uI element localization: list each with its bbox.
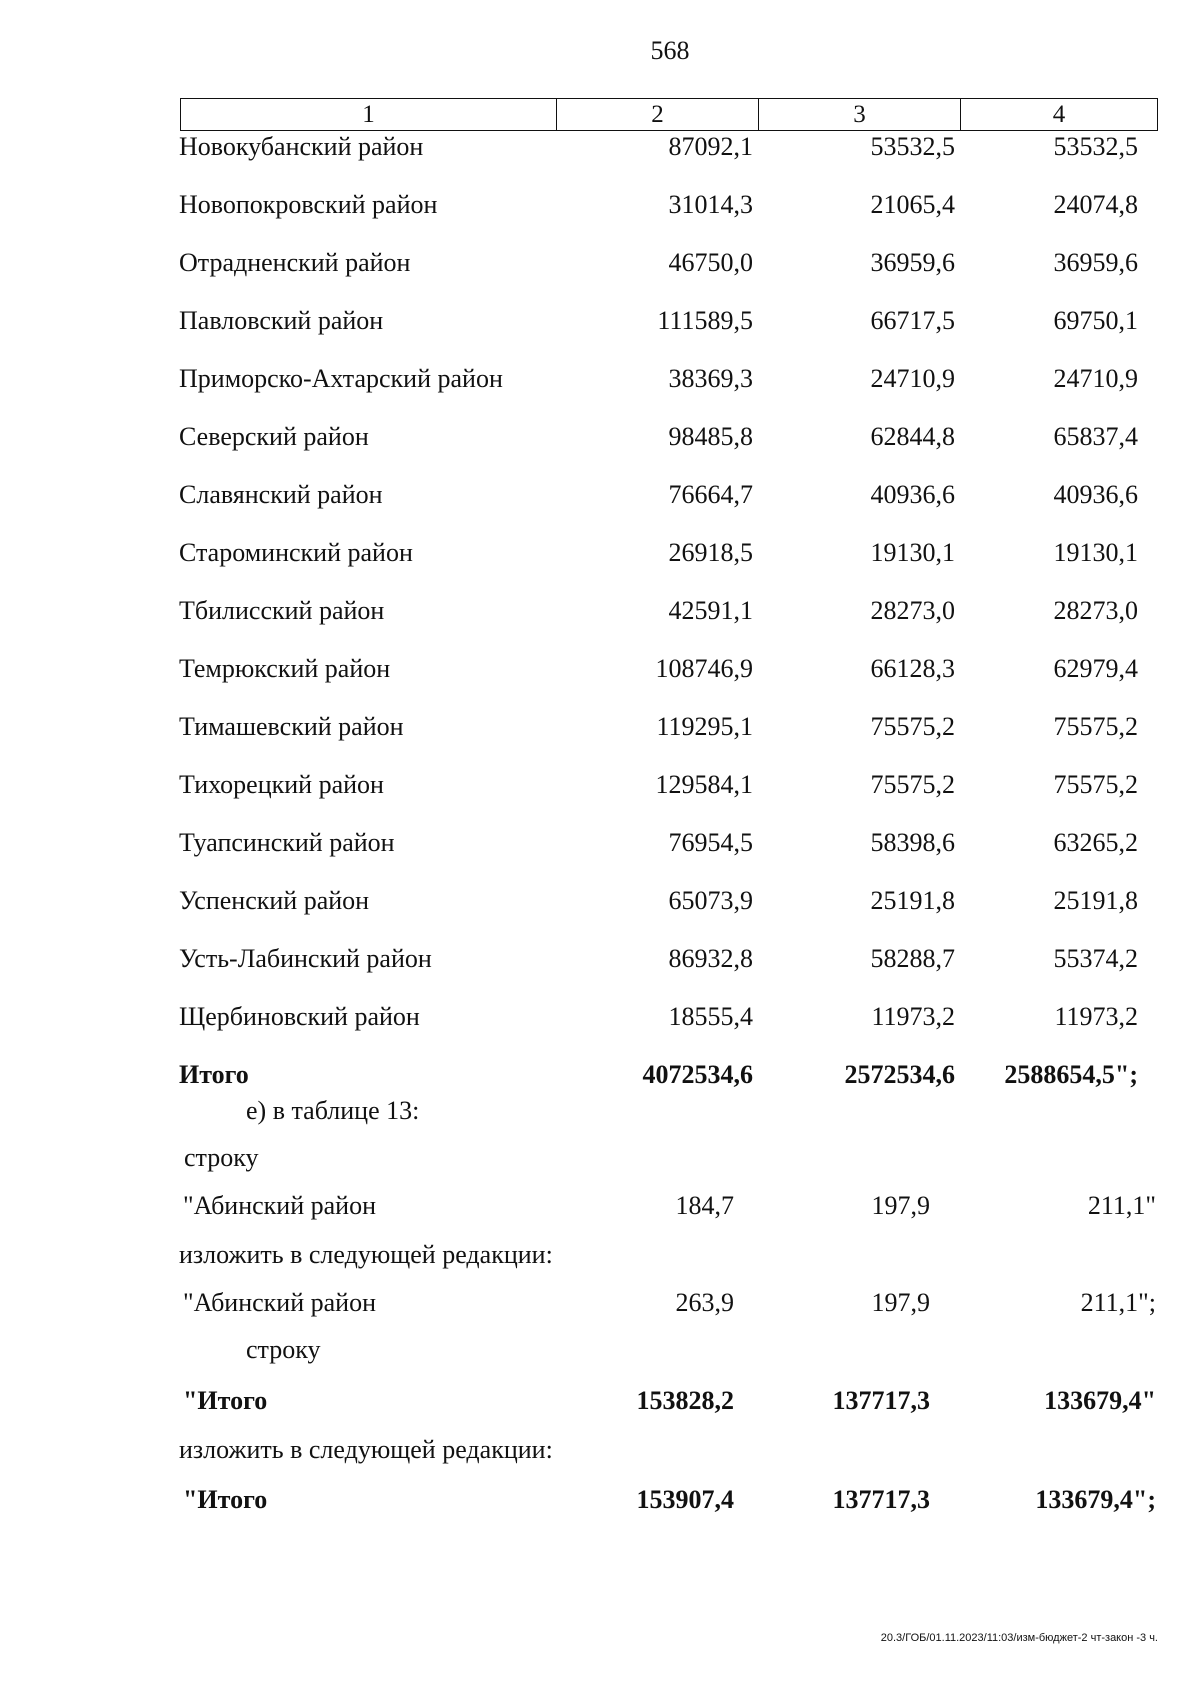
total-col-3: 2572534,6 [844, 1060, 955, 1089]
table-row [0, 306, 1200, 342]
header-col-3: 3 [759, 99, 961, 131]
value-col-3: 28273,0 [870, 596, 955, 625]
value-col-2: 108746,9 [655, 654, 753, 683]
total-row [0, 1060, 1200, 1096]
value-col-4: 40936,6 [1053, 480, 1138, 509]
value-col-4: 24074,8 [1053, 190, 1138, 219]
value-col-2: 98485,8 [668, 422, 753, 451]
value-col-4: 65837,4 [1053, 422, 1138, 451]
table-row [0, 538, 1200, 574]
amendment-text-stroku: строку [246, 1335, 321, 1364]
old-total-col-2: 153828,2 [636, 1386, 734, 1415]
value-col-2: 129584,1 [655, 770, 753, 799]
new-total-col-3: 137717,3 [832, 1485, 930, 1514]
amendment-old-total [0, 1386, 1200, 1422]
table-row [0, 770, 1200, 806]
amendment-text-stroku: строку [184, 1143, 259, 1172]
table-row [0, 132, 1200, 168]
old-row-name: "Абинский район [183, 1191, 376, 1220]
value-col-3: 11973,2 [871, 1002, 955, 1031]
old-row-col-3: 197,9 [871, 1191, 930, 1220]
district-name: Тихорецкий район [179, 770, 384, 799]
value-col-2: 76954,5 [668, 828, 753, 857]
district-name: Павловский район [179, 306, 384, 335]
district-name: Славянский район [179, 480, 383, 509]
table-row [0, 1002, 1200, 1038]
table-row [0, 654, 1200, 690]
old-total-label: "Итого [183, 1386, 268, 1415]
district-name: Новокубанский район [179, 132, 424, 161]
new-row-col-4: 211,1"; [1080, 1288, 1156, 1317]
new-row-col-2: 263,9 [675, 1288, 734, 1317]
table-row [0, 364, 1200, 400]
table-row [0, 190, 1200, 226]
value-col-3: 66128,3 [870, 654, 955, 683]
value-col-3: 58398,6 [870, 828, 955, 857]
table-header [180, 98, 1158, 131]
value-col-3: 21065,4 [870, 190, 955, 219]
value-col-3: 25191,8 [870, 886, 955, 915]
table-row [0, 248, 1200, 284]
value-col-3: 40936,6 [870, 480, 955, 509]
amendment-new-row [0, 1288, 1200, 1324]
table-row [0, 596, 1200, 632]
page-number: 568 [650, 36, 690, 65]
new-total-col-2: 153907,4 [636, 1485, 734, 1514]
district-name: Северский район [179, 422, 369, 451]
value-col-2: 31014,3 [668, 190, 753, 219]
value-col-4: 75575,2 [1053, 770, 1138, 799]
district-name: Темрюкский район [179, 654, 391, 683]
district-name: Тимашевский район [179, 712, 404, 741]
value-col-3: 75575,2 [870, 712, 955, 741]
total-col-4: 2588654,5"; [1004, 1060, 1138, 1089]
table-row [0, 944, 1200, 980]
value-col-4: 25191,8 [1053, 886, 1138, 915]
new-row-name: "Абинский район [183, 1288, 376, 1317]
value-col-4: 55374,2 [1053, 944, 1138, 973]
district-name: Щербиновский район [179, 1002, 420, 1031]
value-col-3: 53532,5 [870, 132, 955, 161]
value-col-4: 36959,6 [1053, 248, 1138, 277]
table-row [0, 422, 1200, 458]
value-col-4: 62979,4 [1053, 654, 1138, 683]
value-col-3: 75575,2 [870, 770, 955, 799]
total-col-2: 4072534,6 [642, 1060, 753, 1089]
value-col-3: 58288,7 [870, 944, 955, 973]
amendment-old-row [0, 1191, 1200, 1227]
value-col-3: 66717,5 [870, 306, 955, 335]
district-name: Успенский район [179, 886, 370, 915]
amendment-text-izlozhit: изложить в следующей редакции: [179, 1435, 553, 1464]
new-total-col-4: 133679,4"; [1035, 1485, 1156, 1514]
value-col-4: 53532,5 [1053, 132, 1138, 161]
total-label: Итого [179, 1060, 249, 1089]
old-total-col-3: 137717,3 [832, 1386, 930, 1415]
new-row-col-3: 197,9 [871, 1288, 930, 1317]
value-col-4: 11973,2 [1054, 1002, 1138, 1031]
value-col-2: 111589,5 [657, 306, 753, 335]
amendment-new-total [0, 1485, 1200, 1521]
value-col-4: 75575,2 [1053, 712, 1138, 741]
value-col-2: 38369,3 [668, 364, 753, 393]
value-col-2: 87092,1 [668, 132, 753, 161]
table-row [0, 886, 1200, 922]
table-row [0, 480, 1200, 516]
new-total-label: "Итого [183, 1485, 268, 1514]
value-col-4: 19130,1 [1053, 538, 1138, 567]
document-footer-code: 20.3/ГОБ/01.11.2023/11:03/изм-бюджет-2 чт-закон -3 ч. [880, 1632, 1158, 1644]
header-col-1: 1 [181, 99, 557, 131]
value-col-2: 65073,9 [668, 886, 753, 915]
district-name: Староминский район [179, 538, 413, 567]
value-col-2: 26918,5 [668, 538, 753, 567]
header-col-4: 4 [961, 99, 1158, 131]
district-name: Приморско-Ахтарский район [179, 364, 503, 393]
amendment-text-izlozhit: изложить в следующей редакции: [179, 1240, 553, 1269]
table-row [0, 828, 1200, 864]
value-col-2: 42591,1 [668, 596, 753, 625]
district-name: Отрадненский район [179, 248, 411, 277]
value-col-2: 76664,7 [668, 480, 753, 509]
value-col-4: 69750,1 [1053, 306, 1138, 335]
value-col-2: 46750,0 [668, 248, 753, 277]
value-col-4: 63265,2 [1053, 828, 1138, 857]
district-name: Тбилисский район [179, 596, 385, 625]
value-col-3: 62844,8 [870, 422, 955, 451]
value-col-4: 24710,9 [1053, 364, 1138, 393]
value-col-3: 36959,6 [870, 248, 955, 277]
value-col-2: 119295,1 [656, 712, 753, 741]
amendment-item-e: е) в таблице 13: [246, 1096, 420, 1125]
old-row-col-4: 211,1" [1087, 1191, 1156, 1220]
district-name: Новопокровский район [179, 190, 438, 219]
value-col-2: 86932,8 [668, 944, 753, 973]
district-name: Усть-Лабинский район [179, 944, 432, 973]
value-col-4: 28273,0 [1053, 596, 1138, 625]
table-row [0, 712, 1200, 748]
value-col-2: 18555,4 [668, 1002, 753, 1031]
old-total-col-4: 133679,4" [1044, 1386, 1156, 1415]
value-col-3: 24710,9 [870, 364, 955, 393]
value-col-3: 19130,1 [870, 538, 955, 567]
header-col-2: 2 [557, 99, 759, 131]
old-row-col-2: 184,7 [675, 1191, 734, 1220]
district-name: Туапсинский район [179, 828, 395, 857]
